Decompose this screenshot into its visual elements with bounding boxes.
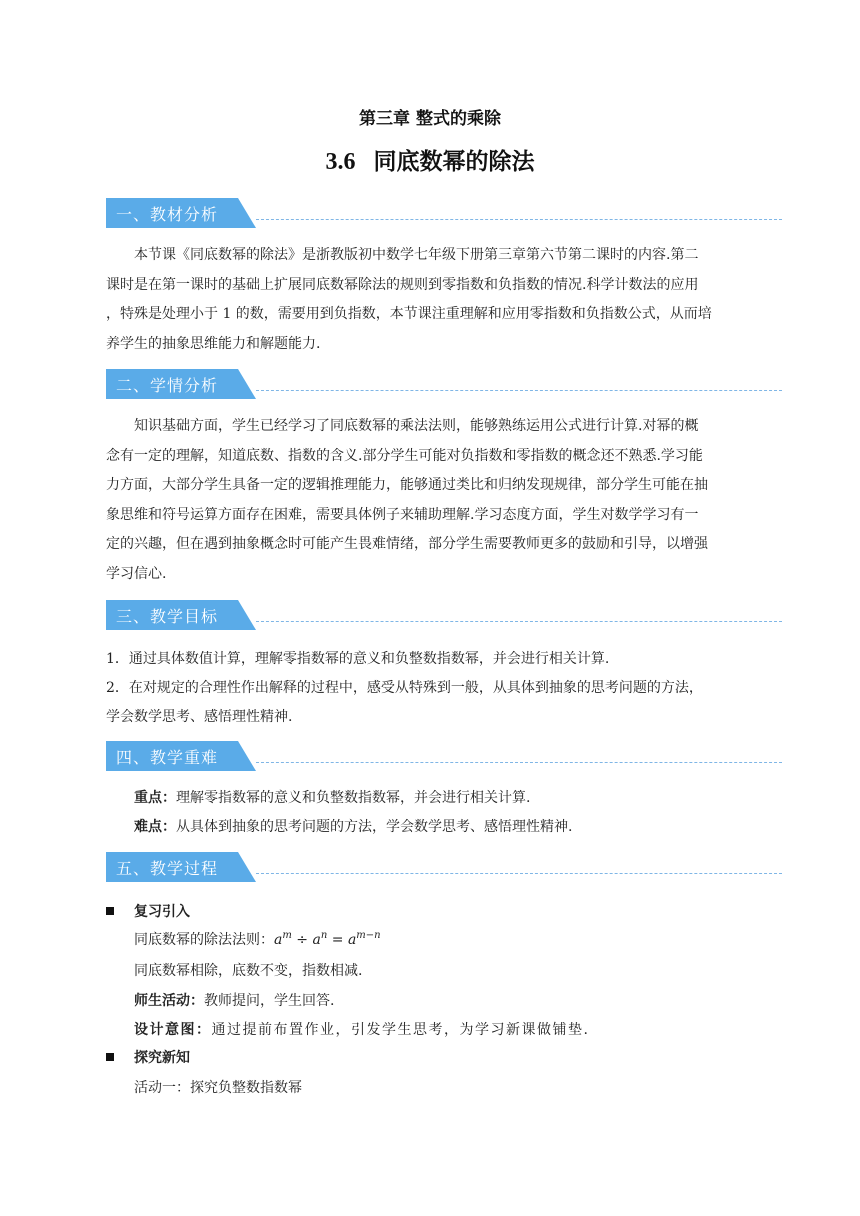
section-label: 三、教学目标: [116, 607, 219, 626]
rule-description: 同底数幂相除，底数不变，指数相减.: [134, 963, 363, 979]
section-header-students: [106, 369, 782, 399]
section-tab: [106, 852, 256, 882]
lesson-name: 同底数幂的除法: [373, 149, 535, 175]
difficult-point: [134, 813, 794, 842]
text-line: 养学生的抽象思维能力和解题能力.: [106, 335, 321, 352]
key-text: 理解零指数幂的意义和负整数指数幂，并会进行相关计算.: [176, 790, 531, 806]
section-divider: [256, 621, 782, 622]
rule-text: 同底数幂的除法法则：: [134, 932, 274, 948]
difficult-label: 难点：: [134, 819, 176, 835]
students-paragraph: [106, 412, 756, 589]
key-point: [134, 784, 794, 813]
section-header-goals: [106, 600, 782, 630]
design-intent: [134, 1017, 589, 1043]
lesson-number: 3.6: [325, 149, 356, 175]
section-label: 四、教学重难: [116, 748, 219, 767]
text-line: 学习信心.: [106, 565, 167, 582]
text-line: ，特殊是处理小于 1 的数，需要用到负指数，本节课注重理解和应用零指数和负指数公式，从而培: [106, 306, 712, 322]
text-line: 本节课《同底数幂的除法》是浙教版初中数学七年级下册第三章第六节第二课时的内容.第二: [134, 247, 699, 263]
section-label: 一、教材分析: [116, 205, 219, 224]
text-line: 定的兴趣，但在遇到抽象概念时可能产生畏难情绪，部分学生需要教师更多的鼓励和引导，以增强: [106, 536, 708, 552]
rule-formula: $a^m \div a^n = a^{m-n}$: [274, 930, 381, 948]
text-line: 象思维和符号运算方面存在困难，需要具体例子来辅助理解.学习态度方面，学生对数学学习有一: [106, 506, 699, 523]
section-divider: [256, 762, 782, 763]
activity-label: 师生活动：: [134, 993, 204, 1009]
lesson-title: [0, 143, 860, 176]
section-header-keypoints: [106, 741, 782, 771]
goal-item-continued: 学会数学思考、感悟理性精神.: [106, 709, 293, 725]
section-header-process: [106, 852, 782, 882]
text-line: 力方面，大部分学生具备一定的逻辑推理能力，能够通过类比和归纳发现规律，部分学生可能在抽: [106, 477, 708, 493]
analysis-paragraph: [106, 241, 756, 359]
difficult-text: 从具体到抽象的思考问题的方法，学会数学思考、感悟理性精神.: [176, 819, 573, 835]
division-rule: [134, 927, 381, 953]
activity-one: 活动一：探究负整数指数幂: [134, 1080, 302, 1096]
section-tab: [106, 600, 256, 630]
section-tab: [106, 741, 256, 771]
goal-item: 2．在对规定的合理性作出解释的过程中，感受从特殊到一般，从具体到抽象的思考问题的方法，: [106, 680, 703, 696]
section-divider: [256, 873, 782, 874]
section-divider: [256, 390, 782, 391]
intent-text: 通过提前布置作业，引发学生思考，为学习新课做铺垫.: [211, 1022, 590, 1038]
section-tab: [106, 198, 256, 228]
keypoints-block: [134, 784, 794, 842]
intent-label: 设计意图：: [134, 1022, 212, 1038]
goal-item: 1．通过具体数值计算，理解零指数幂的意义和负整数指数幂，并会进行相关计算.: [106, 651, 610, 667]
square-bullet-icon: [106, 907, 114, 915]
goals-list: [106, 645, 766, 732]
text-line: 念有一定的理解，知道底数、指数的含义.部分学生可能对负指数和零指数的概念还不熟悉.学习能: [106, 447, 703, 464]
bullet-title: 复习引入: [134, 904, 190, 920]
section-header-analysis: [106, 198, 782, 228]
section-label: 二、学情分析: [116, 376, 219, 395]
text-line: 知识基础方面，学生已经学习了同底数幂的乘法法则，能够熟练运用公式进行计算.对幂的概: [134, 418, 699, 434]
section-label: 五、教学过程: [116, 859, 219, 878]
chapter-title: 第三章 整式的乘除: [359, 109, 501, 129]
teacher-student-activity: [134, 988, 334, 1014]
text-line: 课时是在第一课时的基础上扩展同底数幂除法的规则到零指数和负指数的情况.科学计数法的应用: [106, 276, 699, 293]
square-bullet-icon: [106, 1053, 114, 1061]
key-label: 重点：: [134, 790, 176, 806]
activity-text: 教师提问，学生回答.: [204, 993, 335, 1009]
bullet-title: 探究新知: [134, 1050, 190, 1066]
section-tab: [106, 369, 256, 399]
section-divider: [256, 219, 782, 220]
